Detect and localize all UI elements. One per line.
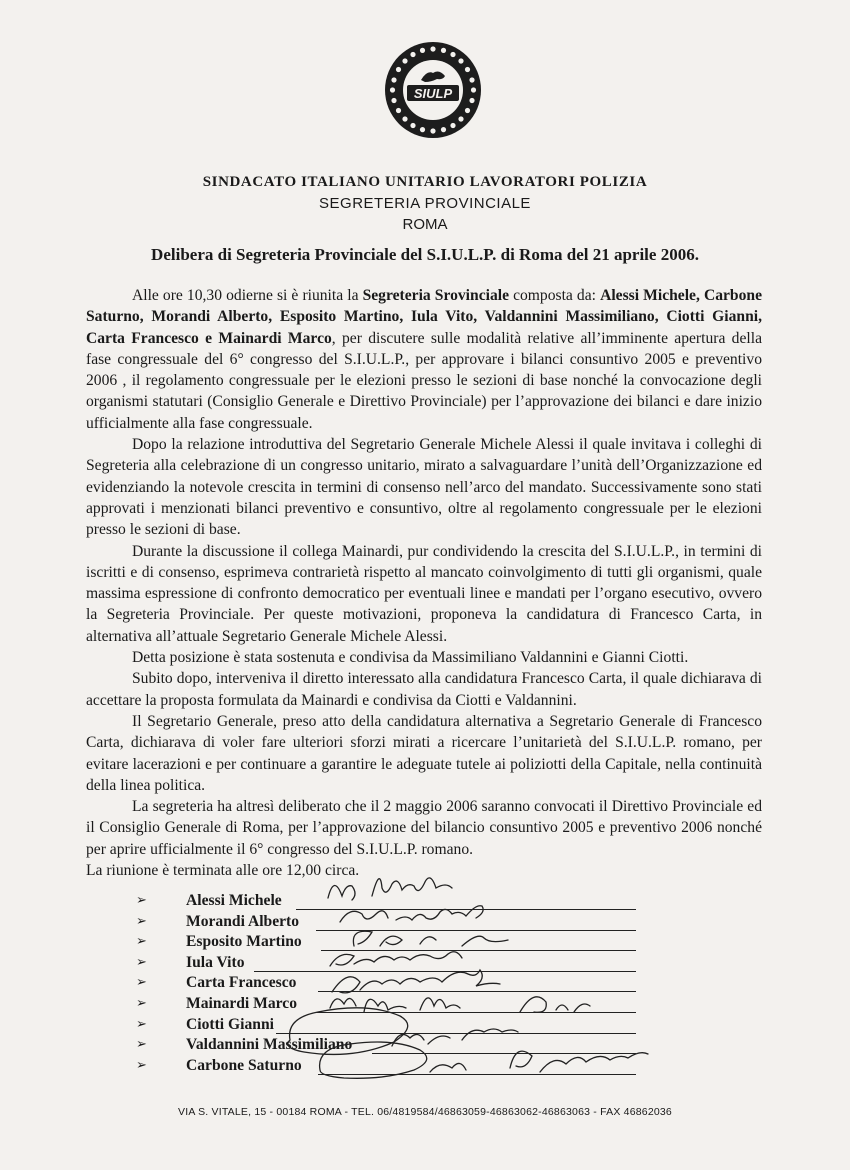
arrow-bullet-icon: ➢ bbox=[136, 975, 147, 991]
paragraph-5: Subito dopo, interveniva il diretto interessato alla candidatura Francesco Carta, il quale dichiarava di accettare la proposta formulata da Mainardi e condivisa da Ciotti e Valdannini. bbox=[86, 670, 762, 709]
signature-line bbox=[316, 1012, 636, 1013]
p1-bold-members: Alessi Michele, Carbone Saturno, Morandi Alberto, Esposito Martino, Iula Vito, Valdannini Massimiliano, Ciotti Gianni, Carta Francesco e Mainardi Marco bbox=[86, 287, 762, 347]
signer-name: Mainardi Marco bbox=[186, 994, 298, 1012]
arrow-bullet-icon: ➢ bbox=[136, 1057, 147, 1073]
signer-row bbox=[136, 1057, 656, 1078]
signer-row bbox=[136, 913, 656, 934]
signer-row bbox=[136, 974, 656, 995]
signature-line bbox=[296, 909, 636, 910]
closing-line: La riunione è terminata alle ore 12,00 circa. bbox=[86, 862, 360, 880]
header-city: ROMA bbox=[402, 216, 448, 233]
p1-text: Alle ore 10,30 odierne si è riunita la bbox=[132, 287, 363, 304]
p1-text: , per discutere sulle modalità relative all’imminente apertura della fase congressuale del 6° congresso del S.I.U.L.P., per approvare i bilanci consuntivo 2005 e preventivo 2006 , il regolamento congressuale per le elezioni presso le sezioni di base nonché la convocazione degli organismi statutari (Consiglio Generale e Direttivo Provinciale) per l’approvazione dei bilanci e dare inizio ufficialmente alla fase congressuale. bbox=[86, 329, 762, 432]
paragraph-4: Detta posizione è stata sostenuta e condivisa da Massimiliano Valdannini e Gianni Ciotti. bbox=[132, 649, 689, 667]
arrow-bullet-icon: ➢ bbox=[136, 954, 147, 970]
p1-text: composta da: bbox=[509, 287, 601, 304]
document-body bbox=[86, 285, 762, 881]
logo-text: SIULP bbox=[413, 86, 453, 101]
signer-name: Ciotti Gianni bbox=[186, 1015, 274, 1033]
signature-line bbox=[372, 1053, 636, 1054]
signer-row bbox=[136, 954, 656, 975]
siulp-logo bbox=[383, 40, 483, 140]
paragraph-1 bbox=[86, 285, 762, 434]
signer-name: Alessi Michele bbox=[186, 892, 282, 909]
signer-name: Iula Vito bbox=[186, 953, 245, 971]
p1-bold-segreteria: Segreteria Srovinciale bbox=[362, 287, 509, 304]
signer-name: Carbone Saturno bbox=[186, 1056, 302, 1074]
arrow-bullet-icon: ➢ bbox=[136, 913, 147, 929]
signer-row bbox=[136, 892, 656, 913]
signature-line bbox=[316, 930, 636, 931]
signature-line bbox=[321, 950, 636, 951]
arrow-bullet-icon: ➢ bbox=[136, 1037, 147, 1053]
signer-name: Morandi Alberto bbox=[186, 912, 300, 930]
document-title: Delibera di Segreteria Provinciale del S.I.U.L.P. di Roma del 21 aprile 2006. bbox=[151, 245, 699, 264]
paragraph-2: Dopo la relazione introduttiva del Segretario Generale Michele Alessi il quale invitava i colleghi di Segreteria alla celebrazione di un congresso unitario, mirato a salvaguardare l’unità dell’Organizzazione ed evidenziando la notevole crescita in termini di consenso nell’arco del mandato. Successivamente sono stati approvati i menzionati bilanci preventivo e consuntivo, oltre al regolamento congressuale per le elezioni presso le sezioni di base. bbox=[86, 436, 762, 539]
paragraph-7: La segreteria ha altresì deliberato che il 2 maggio 2006 saranno convocati il Direttivo Provinciale ed il Consiglio Generale di Roma, per l’approvazione del bilancio consuntivo 2005 e preventivo 2006 nonché per aprire ufficialmente il 6° congresso del S.I.U.L.P. romano. bbox=[86, 798, 762, 858]
paragraph-6: Il Segretario Generale, preso atto della candidatura alternativa a Segretario Generale di Francesco Carta, dichiarava di voler fare ulteriori sforzi mirati a ricercare l’unitarietà del S.I.U.L.P. romano, per evitare lacerazioni e per continuare a garantire le adeguate tutele ai poliziotti della Capitale, nella continuità della linea politica. bbox=[86, 712, 762, 794]
signature-line bbox=[318, 1074, 636, 1075]
arrow-bullet-icon: ➢ bbox=[136, 995, 147, 1011]
arrow-bullet-icon: ➢ bbox=[136, 1016, 147, 1032]
signer-name: Esposito Martino bbox=[186, 933, 302, 951]
paragraph-3: Durante la discussione il collega Mainardi, pur condividendo la crescita del S.I.U.L.P., in termini di iscritti e di consenso, esprimeva contrarietà rispetto al mancato coinvolgimento di tutti gli organismi, quale massima espressione di confronto democratico per eventuali linee e mandati per l’organo esecutivo, ovvero la Segreteria Provinciale. Per queste motivazioni, proponeva la candidatura di Francesco Carta, in alternativa all’attuale Segretario Generale Michele Alessi. bbox=[86, 542, 762, 645]
arrow-bullet-icon: ➢ bbox=[136, 893, 147, 908]
signer-name: Carta Francesco bbox=[186, 974, 297, 992]
signer-row bbox=[136, 995, 656, 1016]
signature-list bbox=[136, 892, 656, 1077]
signer-row bbox=[136, 1016, 656, 1037]
signer-row bbox=[136, 1036, 656, 1057]
footer-address: VIA S. VITALE, 15 - 00184 ROMA - TEL. 06/4819584/46863059-46863062-46863063 - FAX 46862036 bbox=[178, 1106, 672, 1118]
signature-line bbox=[254, 971, 636, 972]
header-department: SEGRETERIA PROVINCIALE bbox=[319, 195, 531, 212]
header-org-name: SINDACATO ITALIANO UNITARIO LAVORATORI POLIZIA bbox=[202, 174, 648, 190]
arrow-bullet-icon: ➢ bbox=[136, 934, 147, 950]
signer-name: Valdannini Massimiliano bbox=[186, 1036, 353, 1054]
signer-row bbox=[136, 933, 656, 954]
signature-line bbox=[318, 991, 636, 992]
signature-line bbox=[276, 1033, 636, 1034]
